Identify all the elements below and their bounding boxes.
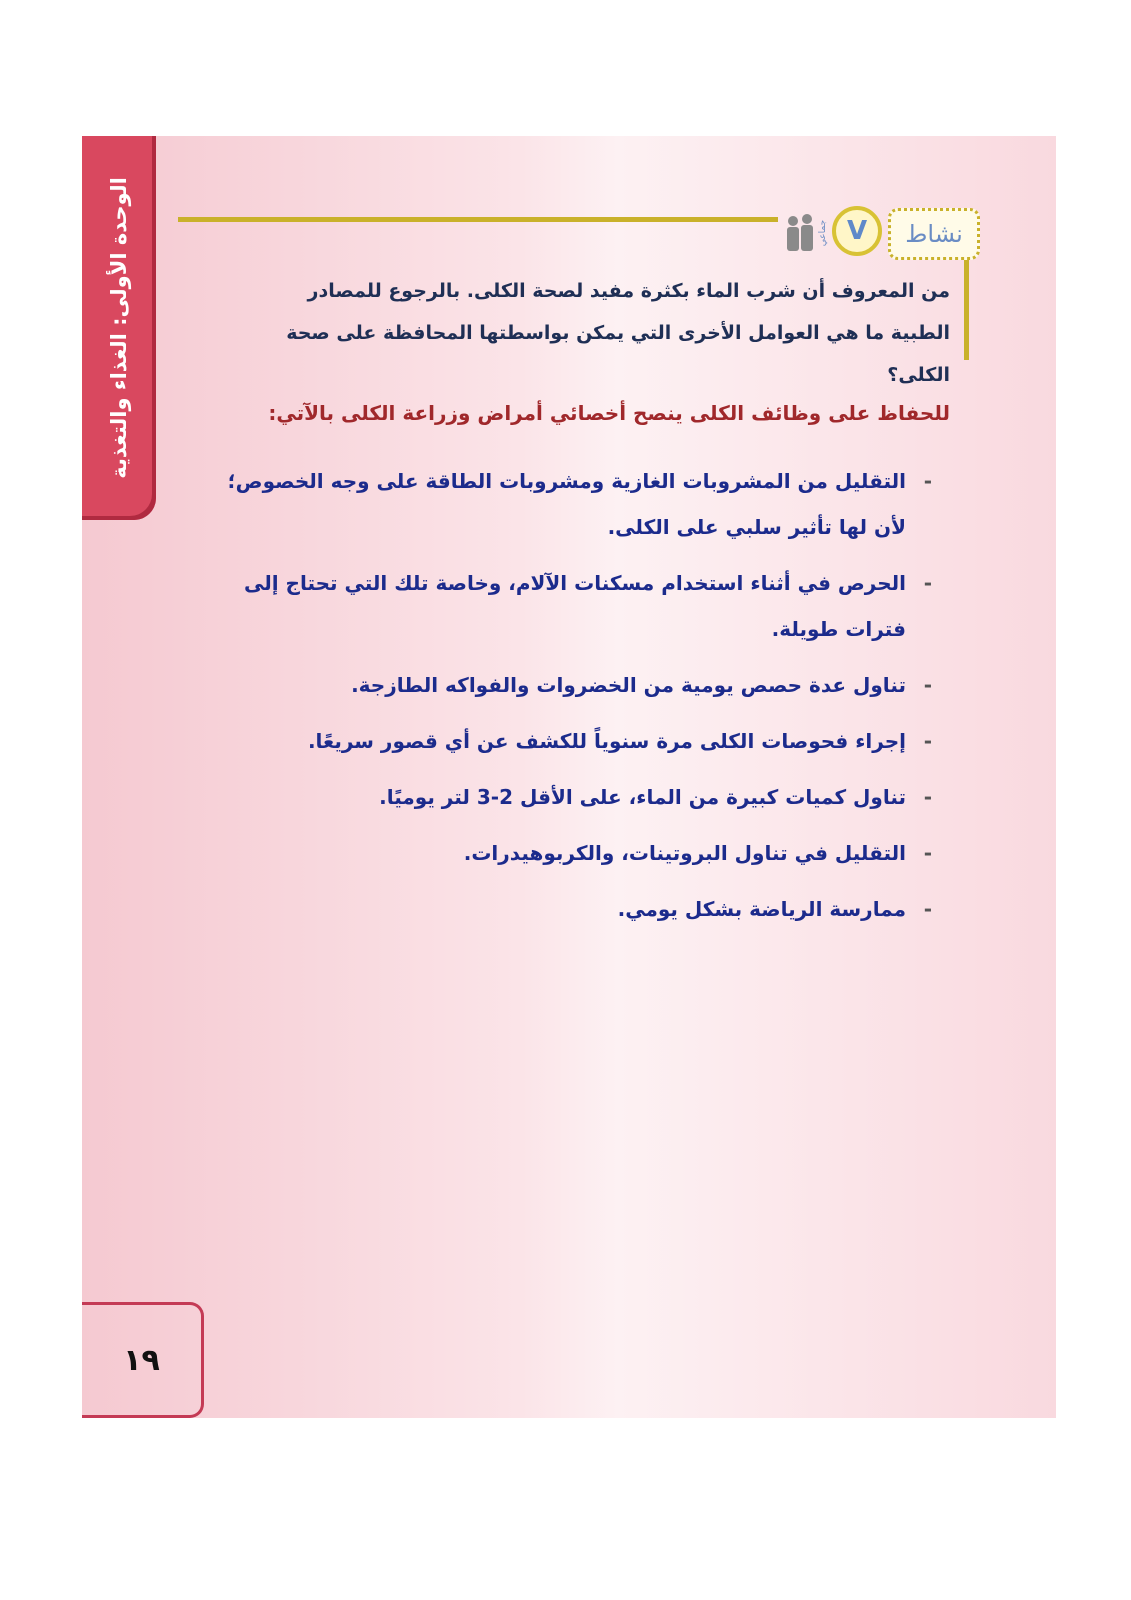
bullet-dash: -	[923, 897, 932, 921]
bullet-dash: -	[923, 571, 932, 595]
list-item-text: تناول كميات كبيرة من الماء، على الأقل 2-3 لتر يوميًا.	[379, 785, 906, 809]
list-item	[220, 458, 932, 550]
intro-heading: للحفاظ على وظائف الكلى ينصح أخصائي أمراض وزراعة الكلى بالآتي:	[268, 401, 950, 425]
activity-side-rule	[964, 245, 969, 360]
activity-number-badge	[832, 206, 882, 256]
activity-label: نشاط	[905, 220, 963, 248]
group-activity-icon	[776, 210, 830, 256]
list-item-text: التقليل في تناول البروتينات، والكربوهيدرات.	[463, 841, 906, 865]
list-item	[220, 560, 932, 652]
list-item	[220, 830, 932, 876]
page-number-box	[82, 1302, 204, 1418]
list-item-text: الحرص في أثناء استخدام مسكنات الآلام، وخاصة تلك التي تحتاج إلى فترات طويلة.	[243, 571, 906, 641]
unit-title-container	[82, 136, 156, 520]
list-item-text: تناول عدة حصص يومية من الخضروات والفواكه الطازجة.	[351, 673, 906, 697]
activity-number: V	[846, 216, 868, 246]
bullet-dash: -	[923, 785, 932, 809]
advice-list	[220, 458, 932, 942]
list-item-text: إجراء فحوصات الكلى مرة سنوياً للكشف عن أي قصور سريعًا.	[307, 729, 906, 753]
list-item	[220, 886, 932, 932]
list-item-text: التقليل من المشروبات الغازية ومشروبات الطاقة على وجه الخصوص؛ لأن لها تأثير سلبي على الكلى.	[227, 469, 906, 539]
bullet-dash: -	[923, 673, 932, 697]
page-number: ١٩	[123, 1342, 160, 1378]
list-item-text: ممارسة الرياضة بشكل يومي.	[617, 897, 906, 921]
bullet-dash: -	[923, 729, 932, 753]
activity-header-rule	[178, 217, 778, 222]
list-item	[220, 718, 932, 764]
unit-title: الوحدة الأولى: الغذاء والتغذية	[107, 177, 132, 479]
activity-type-label: جماعي	[818, 219, 828, 247]
list-item	[220, 662, 932, 708]
activity-label-badge	[888, 208, 980, 260]
bullet-dash: -	[923, 841, 932, 865]
list-item	[220, 774, 932, 820]
activity-question: من المعروف أن شرب الماء بكثرة مفيد لصحة الكلى. بالرجوع للمصادر الطبية ما هي العوامل الأخرى التي يمكن بواسطتها المحافظة على صحة الكلى؟	[286, 280, 950, 386]
bullet-dash: -	[923, 469, 932, 493]
